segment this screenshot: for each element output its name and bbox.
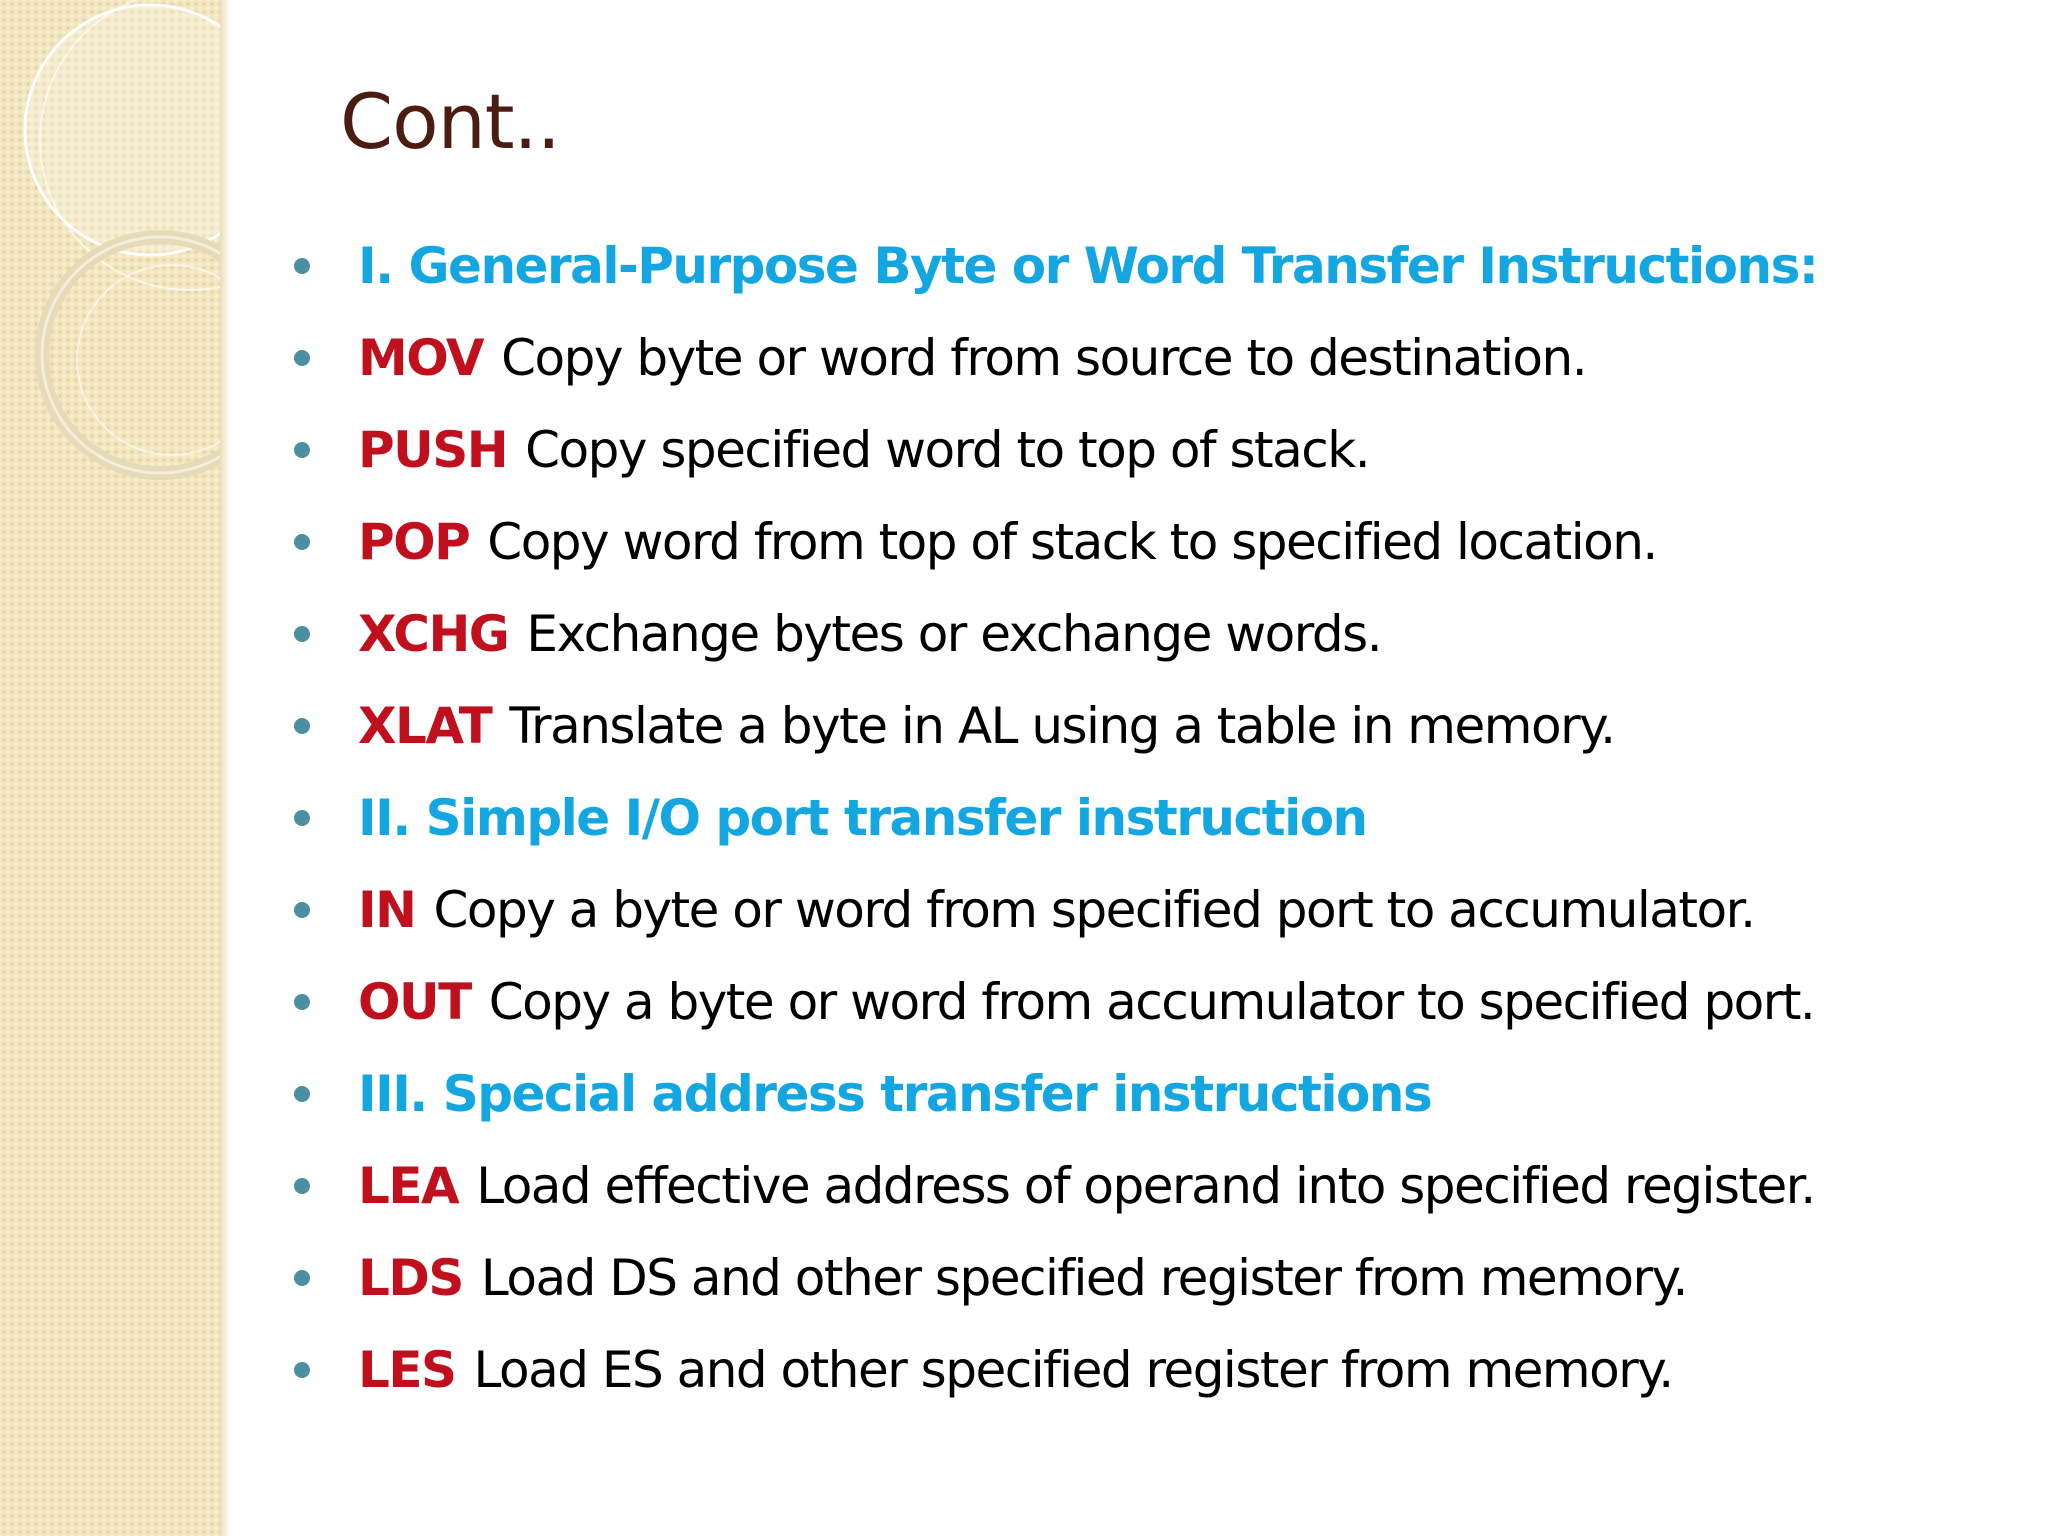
bullet-dot-icon — [294, 902, 310, 918]
section-heading-item — [294, 1048, 2034, 1140]
instruction-item — [294, 1324, 2034, 1416]
instruction-description: Load DS and other specified register from memory. — [480, 1249, 1687, 1307]
instruction-description: Load ES and other specified register from memory. — [473, 1341, 1673, 1399]
bullet-content — [358, 680, 1614, 772]
bullet-content — [358, 956, 1814, 1048]
instruction-item — [294, 1140, 2034, 1232]
instruction-item — [294, 496, 2034, 588]
instruction-keyword: MOV — [358, 329, 484, 387]
instruction-keyword: XLAT — [358, 697, 492, 755]
section-heading-item — [294, 772, 2034, 864]
side-panel-edge — [220, 0, 230, 1536]
section-heading: II. Simple I/O port transfer instruction — [358, 789, 1367, 847]
instruction-item — [294, 1232, 2034, 1324]
bullet-dot-icon — [294, 258, 310, 274]
bullet-content — [358, 220, 1817, 312]
bullet-content — [358, 312, 1586, 404]
decorative-side-panel — [0, 0, 228, 1536]
bullet-content — [358, 1232, 1687, 1324]
bullet-dot-icon — [294, 534, 310, 550]
bullet-content — [358, 772, 1367, 864]
section-heading-item — [294, 220, 2034, 312]
section-heading: III. Special address transfer instructions — [358, 1065, 1432, 1123]
bullet-dot-icon — [294, 718, 310, 734]
instruction-keyword: LES — [358, 1341, 456, 1399]
instruction-keyword: OUT — [358, 973, 471, 1031]
instruction-item — [294, 588, 2034, 680]
instruction-keyword: XCHG — [358, 605, 509, 663]
instruction-description: Copy specified word to top of stack. — [525, 421, 1370, 479]
bullet-content — [358, 1140, 1815, 1232]
instruction-description: Load effective address of operand into specified register. — [476, 1157, 1815, 1215]
bullet-content — [358, 404, 1369, 496]
slide-title: Cont.. — [340, 77, 560, 166]
instruction-item — [294, 680, 2034, 772]
bullet-dot-icon — [294, 810, 310, 826]
bullet-dot-icon — [294, 1270, 310, 1286]
ring-decoration-icon — [0, 0, 228, 520]
bullet-content — [358, 1048, 1431, 1140]
bullet-dot-icon — [294, 1086, 310, 1102]
instruction-keyword: LDS — [358, 1249, 463, 1307]
instruction-item — [294, 312, 2034, 404]
bullet-dot-icon — [294, 626, 310, 642]
bullet-dot-icon — [294, 442, 310, 458]
bullet-list — [294, 220, 2034, 1416]
instruction-description: Copy a byte or word from specified port to accumulator. — [433, 881, 1755, 939]
instruction-keyword: LEA — [358, 1157, 459, 1215]
bullet-content — [358, 864, 1754, 956]
bullet-dot-icon — [294, 1362, 310, 1378]
instruction-description: Exchange bytes or exchange words. — [526, 605, 1382, 663]
bullet-dot-icon — [294, 994, 310, 1010]
instruction-description: Copy word from top of stack to specified location. — [487, 513, 1657, 571]
section-heading: I. General-Purpose Byte or Word Transfer Instructions: — [358, 237, 1818, 295]
instruction-description: Translate a byte in AL using a table in memory. — [509, 697, 1615, 755]
instruction-description: Copy byte or word from source to destination. — [501, 329, 1587, 387]
bullet-content — [358, 1324, 1673, 1416]
instruction-item — [294, 404, 2034, 496]
instruction-keyword: IN — [358, 881, 416, 939]
instruction-item — [294, 956, 2034, 1048]
instruction-keyword: POP — [358, 513, 470, 571]
instruction-keyword: PUSH — [358, 421, 508, 479]
bullet-dot-icon — [294, 1178, 310, 1194]
bullet-dot-icon — [294, 350, 310, 366]
bullet-content — [358, 496, 1657, 588]
instruction-description: Copy a byte or word from accumulator to specified port. — [488, 973, 1815, 1031]
instruction-item — [294, 864, 2034, 956]
bullet-content — [358, 588, 1381, 680]
